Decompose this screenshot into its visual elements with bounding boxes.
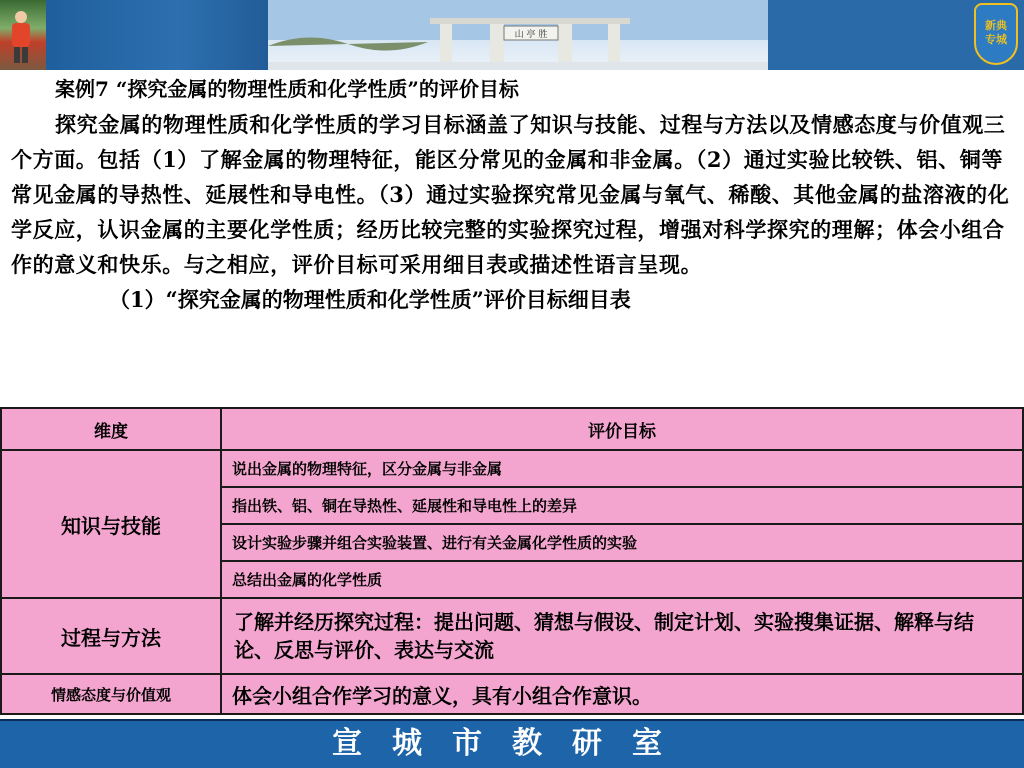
table-caption: （1）“探究金属的物理性质和化学性质”评价目标细目表 <box>109 287 631 312</box>
goal-cell: 说出金属的物理特征，区分金属与非金属 <box>221 450 1023 487</box>
banner-strip <box>46 0 268 70</box>
gate-sign: 山 亭 胜 <box>514 30 548 40</box>
dimension-attitude: 情感态度与价值观 <box>1 674 221 714</box>
intro-paragraph: 探究金属的物理性质和化学性质的学习目标涵盖了知识与技能、过程与方法以及情感态度与价值观三个方面。包括（1）了解金属的物理特征，能区分常见的金属和非金属。（2）通过实验比较铁、铝、铜等常见金属的导热性、延展性和导电性。（3）通过实验探究常见金属与氧气、稀酸、其他金属的盐溶液的化学反应，认识金属的主要化学性质；经历比较完整的实验探究过程，增强对科学探究的理解；体会小组合作的意义和快乐。与之相应，评价目标可采用细目表或描述性语言呈现。 <box>11 112 1010 277</box>
header-banner <box>0 0 1024 70</box>
banner-strip-right <box>768 0 968 70</box>
header-dimension: 维度 <box>1 408 221 450</box>
badge-container <box>968 0 1024 70</box>
goal-cell: 了解并经历探究过程：提出问题、猜想与假设、制定计划、实验搜集证据、解释与结论、反思与评价、表达与交流 <box>221 598 1023 674</box>
footer-banner <box>0 719 1024 768</box>
table-row <box>1 674 1023 714</box>
goal-cell: 设计实验步骤并组合实验装置、进行有关金属化学性质的实验 <box>221 524 1023 561</box>
goal-cell: 指出铁、铝、铜在导热性、延展性和导电性上的差异 <box>221 487 1023 524</box>
person-icon <box>6 8 36 64</box>
goal-cell: 总结出金属的化学性质 <box>221 561 1023 598</box>
dimension-process: 过程与方法 <box>1 598 221 674</box>
header-goal: 评价目标 <box>221 408 1023 450</box>
goal-cell: 体会小组合作学习的意义，具有小组合作意识。 <box>221 674 1023 714</box>
body-text <box>11 72 1016 317</box>
table-header-row <box>1 408 1023 450</box>
table-row <box>1 598 1023 674</box>
case-title: 案例7 “探究金属的物理性质和化学性质”的评价目标 <box>55 77 519 101</box>
dimension-knowledge: 知识与技能 <box>1 450 221 598</box>
footer-title: 宣城市教研室 <box>332 726 692 761</box>
school-badge-icon: 新典 专城 <box>974 3 1018 65</box>
evaluation-table <box>0 407 1024 715</box>
teacher-photo <box>0 0 46 70</box>
table-row <box>1 450 1023 487</box>
campus-gate-image <box>268 0 768 70</box>
